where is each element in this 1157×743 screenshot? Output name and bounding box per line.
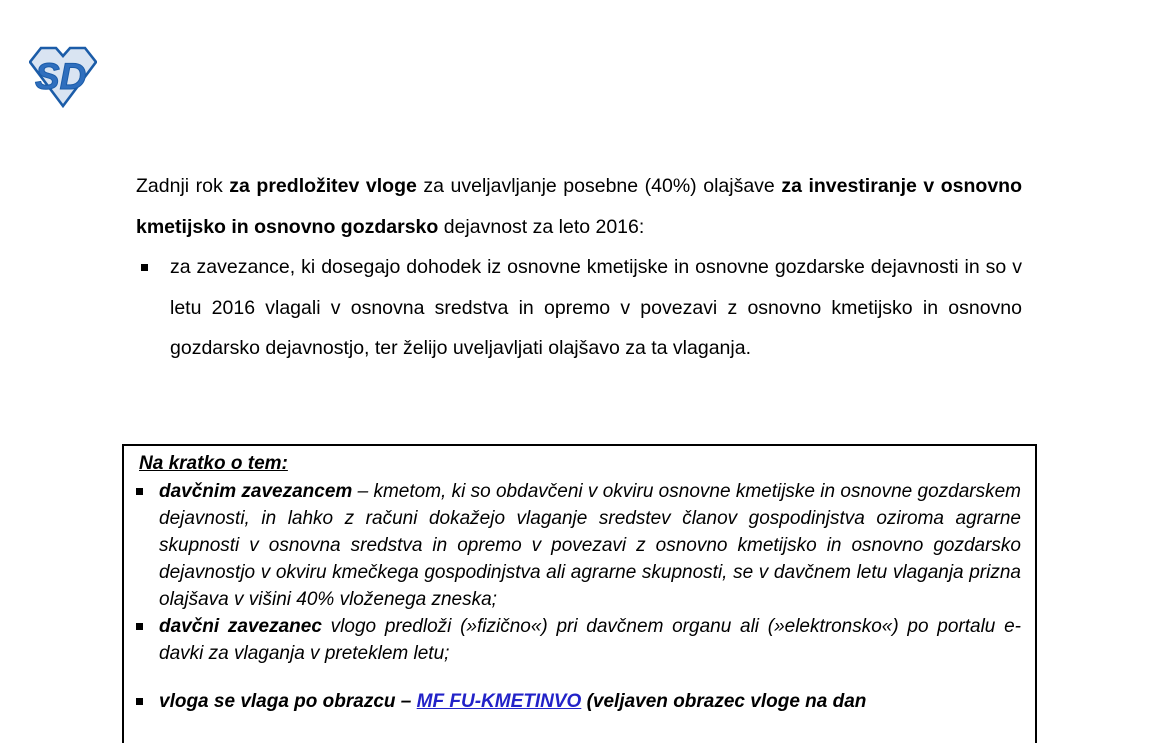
summary-box-title: Na kratko o tem:: [139, 453, 288, 474]
list-item: [132, 688, 1021, 715]
intro-text: dejavnost za leto 2016:: [443, 215, 645, 238]
bullet1-text: – kmetom, ki so obdavčeni v okviru osnovne kmetijske in osnovne gozdarskem dejavnosti, in lahko z računi dokažejo vlaganje sredstev članov gospodinjstva oziroma agrarne skupnosti v osnovna sredstva in opremo v povezavi z osnovno kmetijsko in osnovno gozdarsko dejavnostjo v okviru kmečkega gospodinjstva ali agrarne skupnosti, se v davčnem letu vlaganja prizna olajšava v višini 40% vloženega zneska;: [159, 481, 1022, 610]
intro-text: za uveljavljanje posebne (40%) olajšave: [423, 175, 782, 197]
intro-paragraph: [136, 166, 1022, 247]
bullet1-bold-term: davčnim zavezancem: [159, 481, 353, 502]
square-bullet-icon: [141, 247, 170, 271]
square-bullet-icon: [136, 613, 159, 630]
logo-letters: SD: [35, 56, 87, 97]
bullet3-text: (veljaven obrazec vloge na dan: [581, 691, 867, 712]
form-link[interactable]: MF FU-KMETINVO: [416, 691, 582, 712]
sd-shield-logo: [29, 45, 97, 109]
bullet3-text: vloga se vlaga po obrazcu –: [159, 691, 417, 712]
list-item-text: [159, 613, 1021, 667]
square-bullet-icon: [136, 688, 159, 705]
main-text-column: [136, 166, 1022, 369]
bullet2-bold-term: davčni zavezanec: [159, 616, 322, 637]
intro-text-bold: za predložitev vloge: [229, 175, 424, 197]
list-item-text: za zavezance, ki dosegajo dohodek iz osnovne kmetijske in osnovne gozdarske dejavnosti in so v letu 2016 vlagali v osnovna sredstva in opremo v povezavi z osnovno kmetijsko in osnovno gozdarsko dejavnostjo, ter želijo uveljavljati olajšavo za ta vlaganja.: [170, 256, 1022, 359]
sd-shield-icon: [29, 45, 97, 109]
list-item: [136, 247, 1022, 369]
intro-text: Zadnji rok: [136, 175, 230, 197]
square-bullet-icon: [136, 478, 159, 495]
list-item: [132, 613, 1021, 667]
list-item-text: [159, 478, 1021, 613]
list-item: [132, 478, 1021, 613]
bullet2-text: vlogo predloži (»fizično«) pri davčnem organu ali (»elektronsko«) po portalu e-davki za vlaganja v preteklem letu;: [159, 616, 1022, 664]
summary-box: [122, 444, 1037, 743]
list-item-text: [159, 688, 1021, 715]
intro-text-bold: za investiranje v osnovno kmetijsko in osnovno gozdarsko: [136, 175, 1023, 238]
